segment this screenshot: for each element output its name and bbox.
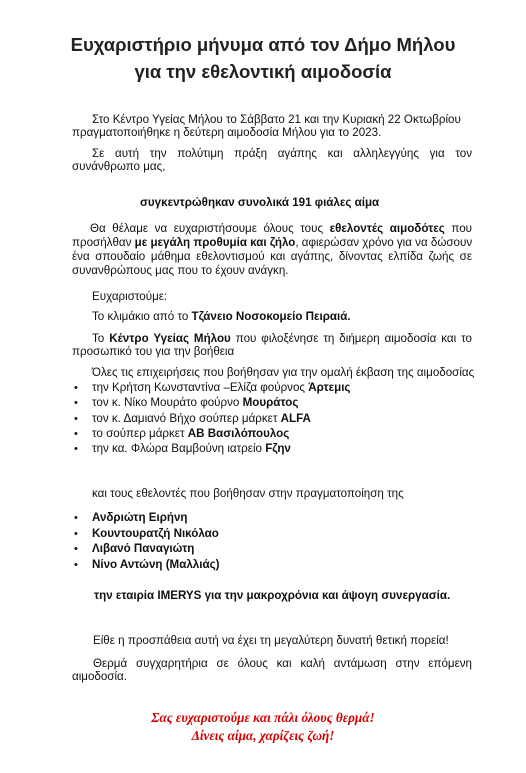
donors-bold: εθελοντές αιμοδότες [329,222,445,235]
bullet-icon: • [74,427,78,440]
business-list-item [92,442,291,456]
business-list-item [92,381,350,395]
closing-line2: Δίνεις αίμα, χαρίζεις ζωή! [191,728,335,743]
congrats-line2: αιμοδοσία. [72,670,127,683]
business-description: τον κ. Δαμιανό Βήχο σούπερ μάρκετ [92,411,281,425]
business-description: την Κρήτση Κωνσταντίνα –Ελίζα φούρνος [92,381,309,394]
congrats-line1: Θερμά συγχαρητήρια σε όλους και καλή αντάμωση στην επόμενη [93,657,472,670]
health-center-text: Το [92,332,110,345]
business-list-item [92,427,289,441]
business-description: την κα. Φλώρα Βαμβούνη ιατρείο [92,442,266,456]
bullet-icon: • [74,543,78,556]
zeal-bold: με μεγάλη προθυμία και ζήλο [134,236,296,249]
health-center-line1 [92,332,472,346]
bullet-icon: • [74,412,78,425]
business-list-item [92,396,298,410]
volunteer-list-item: Νίνο Αντώνη (Μαλλιάς) [92,557,220,571]
thanks-donors-text: Θα θέλαμε να ευχαριστήσουμε όλους τους [90,222,330,235]
bullet-icon: • [74,397,78,410]
health-center-name: Κέντρο Υγείας Μήλου [109,332,231,345]
bullet-icon: • [74,527,78,540]
thanks-donors-text: προσήλθαν [72,236,135,249]
document-title-line2: για την εθελοντική αιμοδοσία [134,61,392,82]
solidarity-line2: συνάνθρωπο μας, [72,160,166,173]
bullet-icon: • [74,443,78,456]
business-name: Μουράτος [242,396,299,410]
bullet-icon: • [74,512,78,524]
thanks-donors-line2 [72,236,472,250]
thanks-donors-text-end: που [444,222,472,235]
thanks-donors-line3: ένα σπουδαίο μάθημα εθελοντισμού και αγάπης, δίνοντας ελπίδα ζωής σε [72,250,472,263]
hospital-thanks [92,310,351,324]
imerys-thanks: την εταιρία IMERYS για την μακροχρόνια και άψογη συνεργασία. [94,589,451,602]
business-description: το σούπερ μάρκετ [92,426,188,440]
bullet-icon: • [74,558,78,571]
thanks-donors-text-end: , αφιερώσαν χρόνο για να δώσουν [295,236,473,249]
document-title-line1: Ευχαριστήριο μήνυμα από τον Δήμο Μήλου [70,34,456,55]
intro-line1: Στο Κέντρο Υγείας Μήλου το Σάββατο 21 και την Κυριακή 22 Οκτωβρίου [92,113,461,126]
business-list-item [92,412,311,426]
health-center-line2: προσωπικό του για την βοήθεια [72,345,235,358]
wish-text: Είθε η προσπάθεια αυτή να έχει τη μεγαλύτερη δυνατή θετική πορεία! [93,634,449,647]
business-name: Fζην [265,442,291,456]
volunteer-list-item: Κουντουρατζή Νικόλαο [92,526,219,540]
business-name: ALFA [280,411,311,425]
hospital-name: Τζάνειο Νοσοκομείο Πειραιά. [191,310,351,323]
solidarity-line1: Σε αυτή την πολύτιμη πράξη αγάπης και αλληλεγγύης για τον [92,147,472,160]
collected-bottles: συγκεντρώθηκαν συνολικά 191 φιάλες αίμα [140,196,380,209]
intro-line2: πραγματοποιήθηκε η δεύτερη αιμοδοσία Μήλου για το 2023. [72,126,382,139]
health-center-text-end: που φιλοξένησε τη διήμερη αιμοδοσία και το [230,332,472,345]
business-name: Άρτεμις [308,381,351,394]
bullet-icon: • [74,382,78,394]
business-name: ΑΒ Βασιλόπουλος [187,426,290,440]
thanks-donors-line4: συνανθρώπους μας που το έχουν ανάγκη. [72,264,289,277]
volunteer-list-item: Ανδριώτη Ειρήνη [92,511,188,524]
thanks-donors-line1 [90,222,472,236]
businesses-intro: Όλες τις επιχειρήσεις που βοήθησαν για την ομαλή έκβαση της αιμοδοσίας [92,366,475,379]
hospital-text: Το κλιμάκιο από το [92,310,192,323]
closing-line1: Σας ευχαριστούμε και πάλι όλους θερμά! [151,710,375,725]
thank-you-heading: Ευχαριστούμε: [92,290,168,303]
business-description: τον κ. Νίκο Μουράτο φούρνο [92,396,243,410]
volunteers-intro: και τους εθελοντές που βοήθησαν στην πραγματοποίηση της [92,487,404,500]
volunteer-list-item: Λιβανό Παναγιώτη [92,542,195,556]
